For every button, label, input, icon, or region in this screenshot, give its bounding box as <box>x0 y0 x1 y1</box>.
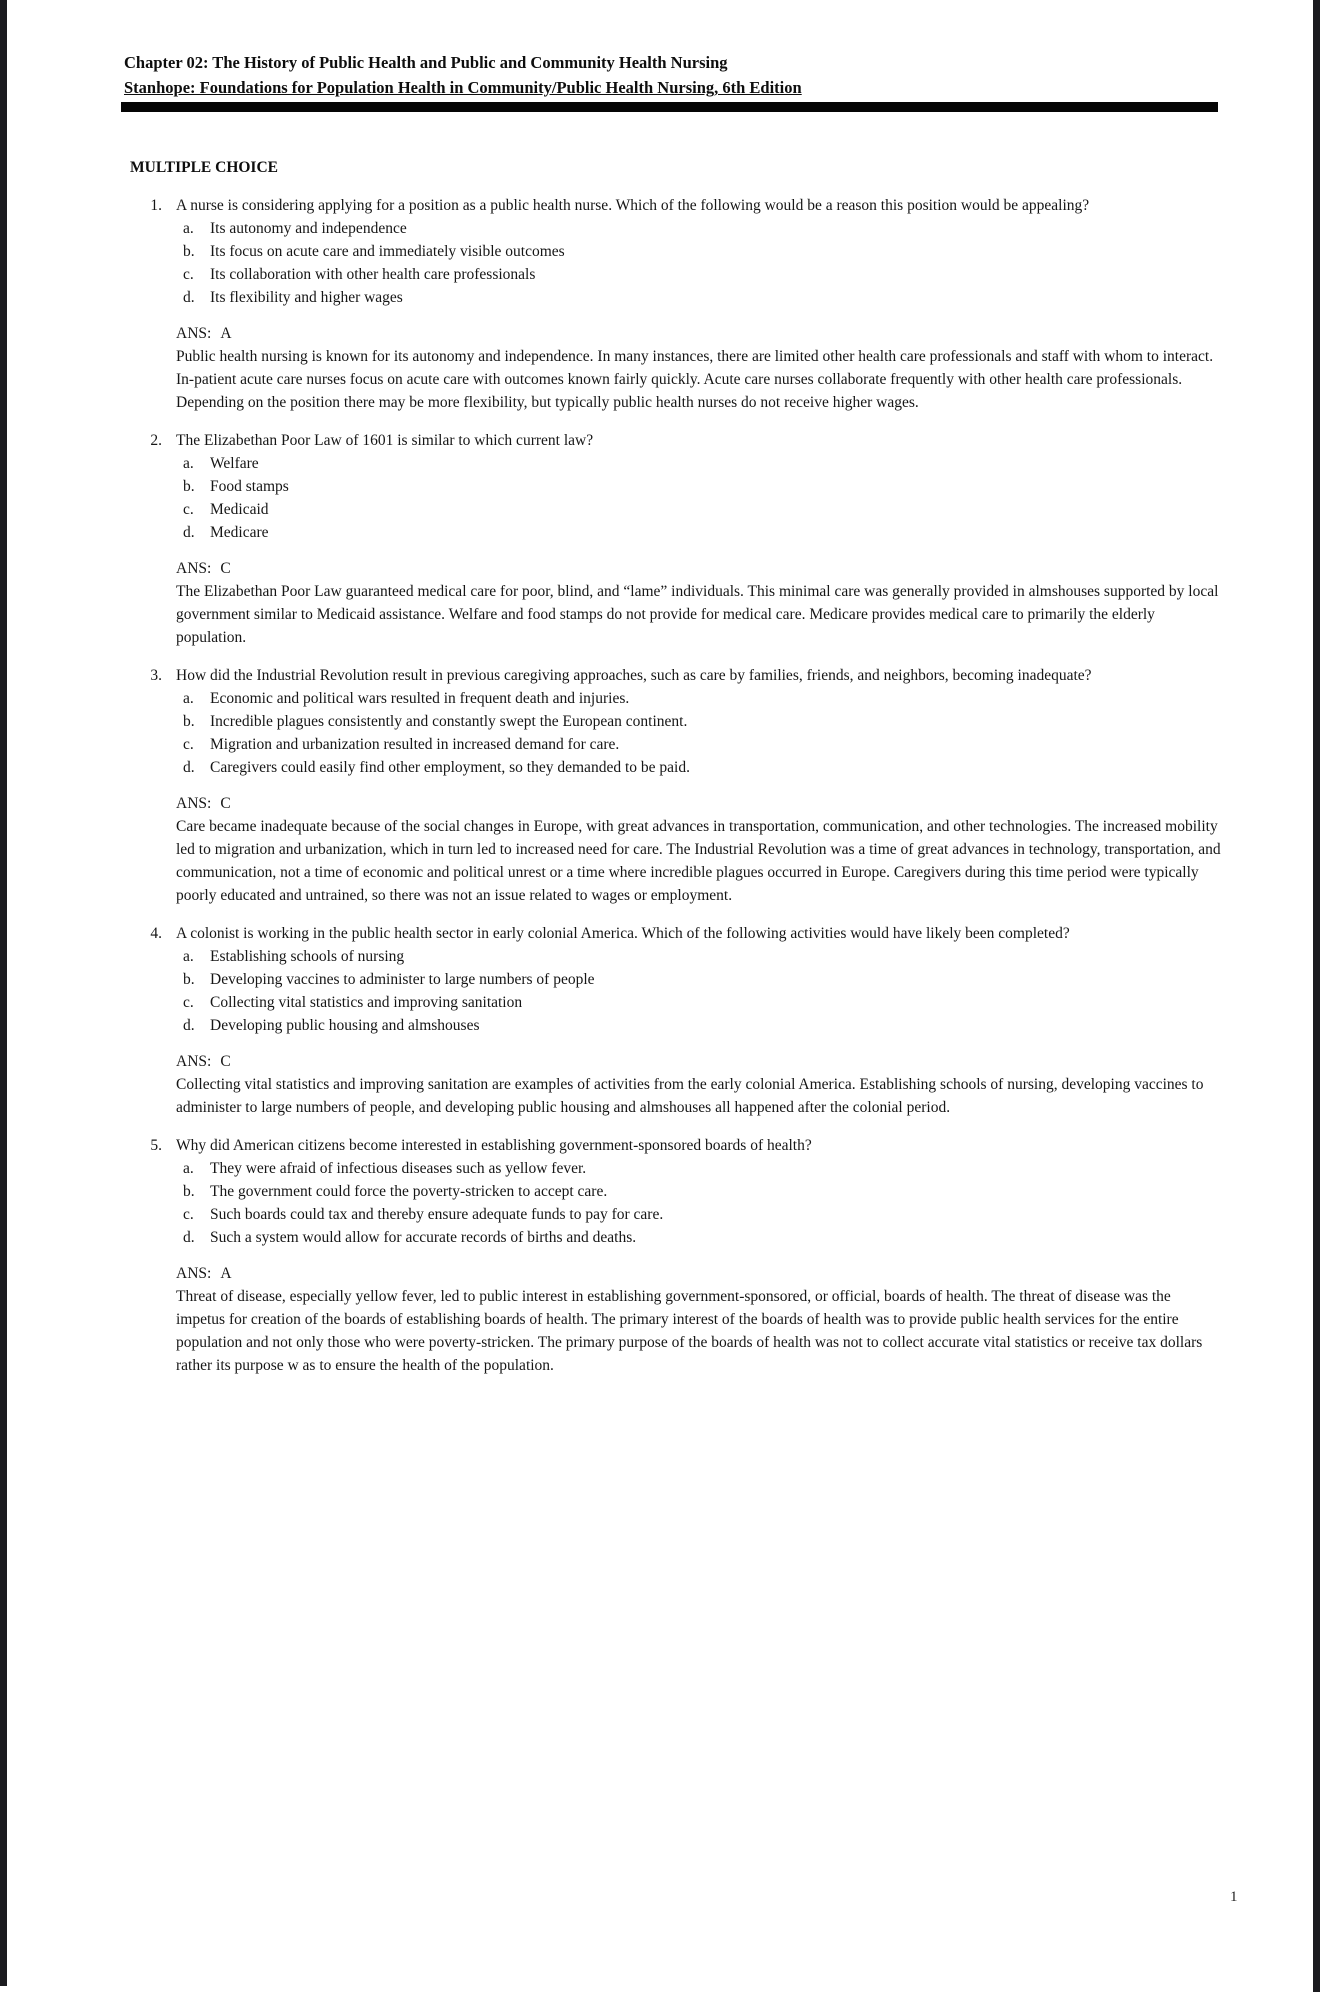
option-text: Incredible plagues consistently and constantly swept the European continent. <box>210 713 688 730</box>
option-text: Medicaid <box>210 501 269 518</box>
options <box>176 452 1222 544</box>
option-text: Its collaboration with other health care professionals <box>210 266 536 283</box>
answer-row <box>176 1262 1222 1285</box>
option-text: Developing vaccines to administer to large numbers of people <box>210 971 595 988</box>
question-stem: The Elizabethan Poor Law of 1601 is similar to which current law? <box>176 432 594 449</box>
answer-letter: A <box>220 325 232 342</box>
document-header <box>124 50 1222 112</box>
option-text: Its flexibility and higher wages <box>210 289 403 306</box>
answer-label: ANS: <box>176 325 212 342</box>
answer-label: ANS: <box>176 795 212 812</box>
option-letter: c. <box>183 266 194 283</box>
answer-label: ANS: <box>176 1265 212 1282</box>
options <box>176 945 1222 1037</box>
book-title: Stanhope: Foundations for Population Health in Community/Public Health Nursing, 6th Edition <box>124 78 802 97</box>
question-number: 3. <box>150 667 162 684</box>
option-letter: d. <box>183 524 195 541</box>
option-text: Medicare <box>210 524 269 541</box>
answer-rationale: The Elizabethan Poor Law guaranteed medical care for poor, blind, and “lame” individuals. This minimal care was generally provided in almshouses supported by local government similar to Medicaid assistance. Welfare and food stamps do not provide for medical care. Medicare provides medical care to primarily the elderly population. <box>176 583 1219 646</box>
question-block <box>130 1134 1222 1377</box>
option-text: Migration and urbanization resulted in increased demand for care. <box>210 736 620 753</box>
header-divider-bar <box>121 102 1218 112</box>
option-letter: c. <box>183 1206 194 1223</box>
option-row <box>176 217 1222 240</box>
option-row <box>176 475 1222 498</box>
option-row <box>176 286 1222 309</box>
answer-letter: C <box>220 1053 231 1070</box>
answer-letter: C <box>220 560 231 577</box>
option-row <box>176 968 1222 991</box>
question-block <box>130 664 1222 907</box>
question-number: 5. <box>150 1137 162 1154</box>
question-number: 1. <box>150 197 162 214</box>
question-list <box>130 194 1222 1377</box>
option-letter: b. <box>183 1183 195 1200</box>
option-row <box>176 1203 1222 1226</box>
option-letter: c. <box>183 501 194 518</box>
section-heading: MULTIPLE CHOICE <box>130 159 278 176</box>
option-row <box>176 498 1222 521</box>
answer-row <box>176 557 1222 580</box>
answer-rationale: Collecting vital statistics and improving sanitation are examples of activities from the early colonial America. Establishing schools of nursing, developing vaccines to administer to large numbers of people, and developing public housing and almshouses all happened after the colonial period. <box>176 1076 1204 1116</box>
question-stem: How did the Industrial Revolution result in previous caregiving approaches, such as care by families, friends, and neighbors, becoming inadequate? <box>176 667 1092 684</box>
answer-rationale: Threat of disease, especially yellow fever, led to public interest in establishing government-sponsored, or official, boards of health. The threat of disease was the impetus for creation of the boards of establishing boards of health. The primary interest of the boards of health was to provide public health services for the entire population and not only those who were poverty-stricken. The primary purpose of the boards of health was not to collect accurate vital statistics or receive tax dollars rather its purpose w as to ensure the health of the population. <box>176 1288 1203 1374</box>
option-text: Caregivers could easily find other employment, so they demanded to be paid. <box>210 759 690 776</box>
option-text: Its autonomy and independence <box>210 220 407 237</box>
question-content <box>176 664 1222 907</box>
option-row <box>176 521 1222 544</box>
option-text: Collecting vital statistics and improving sanitation <box>210 994 523 1011</box>
chapter-title: Chapter 02: The History of Public Health and Public and Community Health Nursing <box>124 53 728 72</box>
option-text: The government could force the poverty-stricken to accept care. <box>210 1183 608 1200</box>
option-letter: b. <box>183 243 195 260</box>
option-row <box>176 710 1222 733</box>
options <box>176 217 1222 309</box>
answer-label: ANS: <box>176 560 212 577</box>
option-row <box>176 1014 1222 1037</box>
answer-row <box>176 1050 1222 1073</box>
option-text: They were afraid of infectious diseases such as yellow fever. <box>210 1160 587 1177</box>
option-letter: a. <box>183 455 194 472</box>
option-row <box>176 991 1222 1014</box>
option-row <box>176 1226 1222 1249</box>
option-letter: a. <box>183 690 194 707</box>
question-content <box>176 1134 1222 1377</box>
page-number: 1 <box>1230 1889 1238 1905</box>
option-text: Such boards could tax and thereby ensure adequate funds to pay for care. <box>210 1206 664 1223</box>
question-block <box>130 194 1222 414</box>
option-text: Such a system would allow for accurate records of births and deaths. <box>210 1229 637 1246</box>
option-text: Its focus on acute care and immediately visible outcomes <box>210 243 565 260</box>
option-row <box>176 756 1222 779</box>
option-letter: d. <box>183 1229 195 1246</box>
option-row <box>176 240 1222 263</box>
answer-rationale: Care became inadequate because of the social changes in Europe, with great advances in transportation, communication, and other technologies. The increased mobility led to migration and urbanization, which in turn led to increased need for care. The Industrial Revolution was a time of great advances in technology, transportation, and communication, not a time of economic and political unrest or a time where incredible plagues occurred in Europe. Caregivers during this time period were typically poorly educated and untrained, so there was not an issue related to wages or employment. <box>176 818 1221 904</box>
question-number: 2. <box>150 432 162 449</box>
options <box>176 1157 1222 1249</box>
option-row <box>176 1180 1222 1203</box>
answer-label: ANS: <box>176 1053 212 1070</box>
option-text: Economic and political wars resulted in frequent death and injuries. <box>210 690 630 707</box>
question-number: 4. <box>150 925 162 942</box>
option-row <box>176 263 1222 286</box>
option-row <box>176 1157 1222 1180</box>
option-row <box>176 687 1222 710</box>
option-row <box>176 452 1222 475</box>
option-letter: c. <box>183 736 194 753</box>
option-letter: d. <box>183 289 195 306</box>
viewer-left-edge <box>0 0 7 1986</box>
question-block <box>130 922 1222 1119</box>
option-letter: a. <box>183 948 194 965</box>
option-text: Welfare <box>210 455 259 472</box>
question-stem: A colonist is working in the public health sector in early colonial America. Which of the following activities would have likely been completed? <box>176 925 1070 942</box>
question-block <box>130 429 1222 649</box>
question-content <box>176 922 1222 1119</box>
option-row <box>176 733 1222 756</box>
answer-row <box>176 322 1222 345</box>
option-letter: b. <box>183 478 195 495</box>
option-row <box>176 945 1222 968</box>
option-letter: c. <box>183 994 194 1011</box>
option-text: Food stamps <box>210 478 289 495</box>
options <box>176 687 1222 779</box>
answer-letter: C <box>220 795 231 812</box>
question-stem: Why did American citizens become interested in establishing government-sponsored boards of health? <box>176 1137 812 1154</box>
option-letter: b. <box>183 713 195 730</box>
viewer-right-edge <box>1313 0 1320 1992</box>
option-letter: b. <box>183 971 195 988</box>
option-letter: d. <box>183 1017 195 1034</box>
option-text: Developing public housing and almshouses <box>210 1017 480 1034</box>
answer-rationale: Public health nursing is known for its autonomy and independence. In many instances, there are limited other health care professionals and staff with whom to interact. In-patient acute care nurses focus on acute care with outcomes known fairly quickly. Acute care nurses collaborate frequently with other health care professionals. Depending on the position there may be more flexibility, but typically public health nurses do not receive higher wages. <box>176 348 1214 411</box>
option-text: Establishing schools of nursing <box>210 948 405 965</box>
answer-row <box>176 792 1222 815</box>
option-letter: a. <box>183 220 194 237</box>
question-stem: A nurse is considering applying for a position as a public health nurse. Which of the following would be a reason this position would be appealing? <box>176 197 1090 214</box>
option-letter: d. <box>183 759 195 776</box>
answer-letter: A <box>220 1265 232 1282</box>
option-letter: a. <box>183 1160 194 1177</box>
question-content <box>176 429 1222 649</box>
question-content <box>176 194 1222 414</box>
